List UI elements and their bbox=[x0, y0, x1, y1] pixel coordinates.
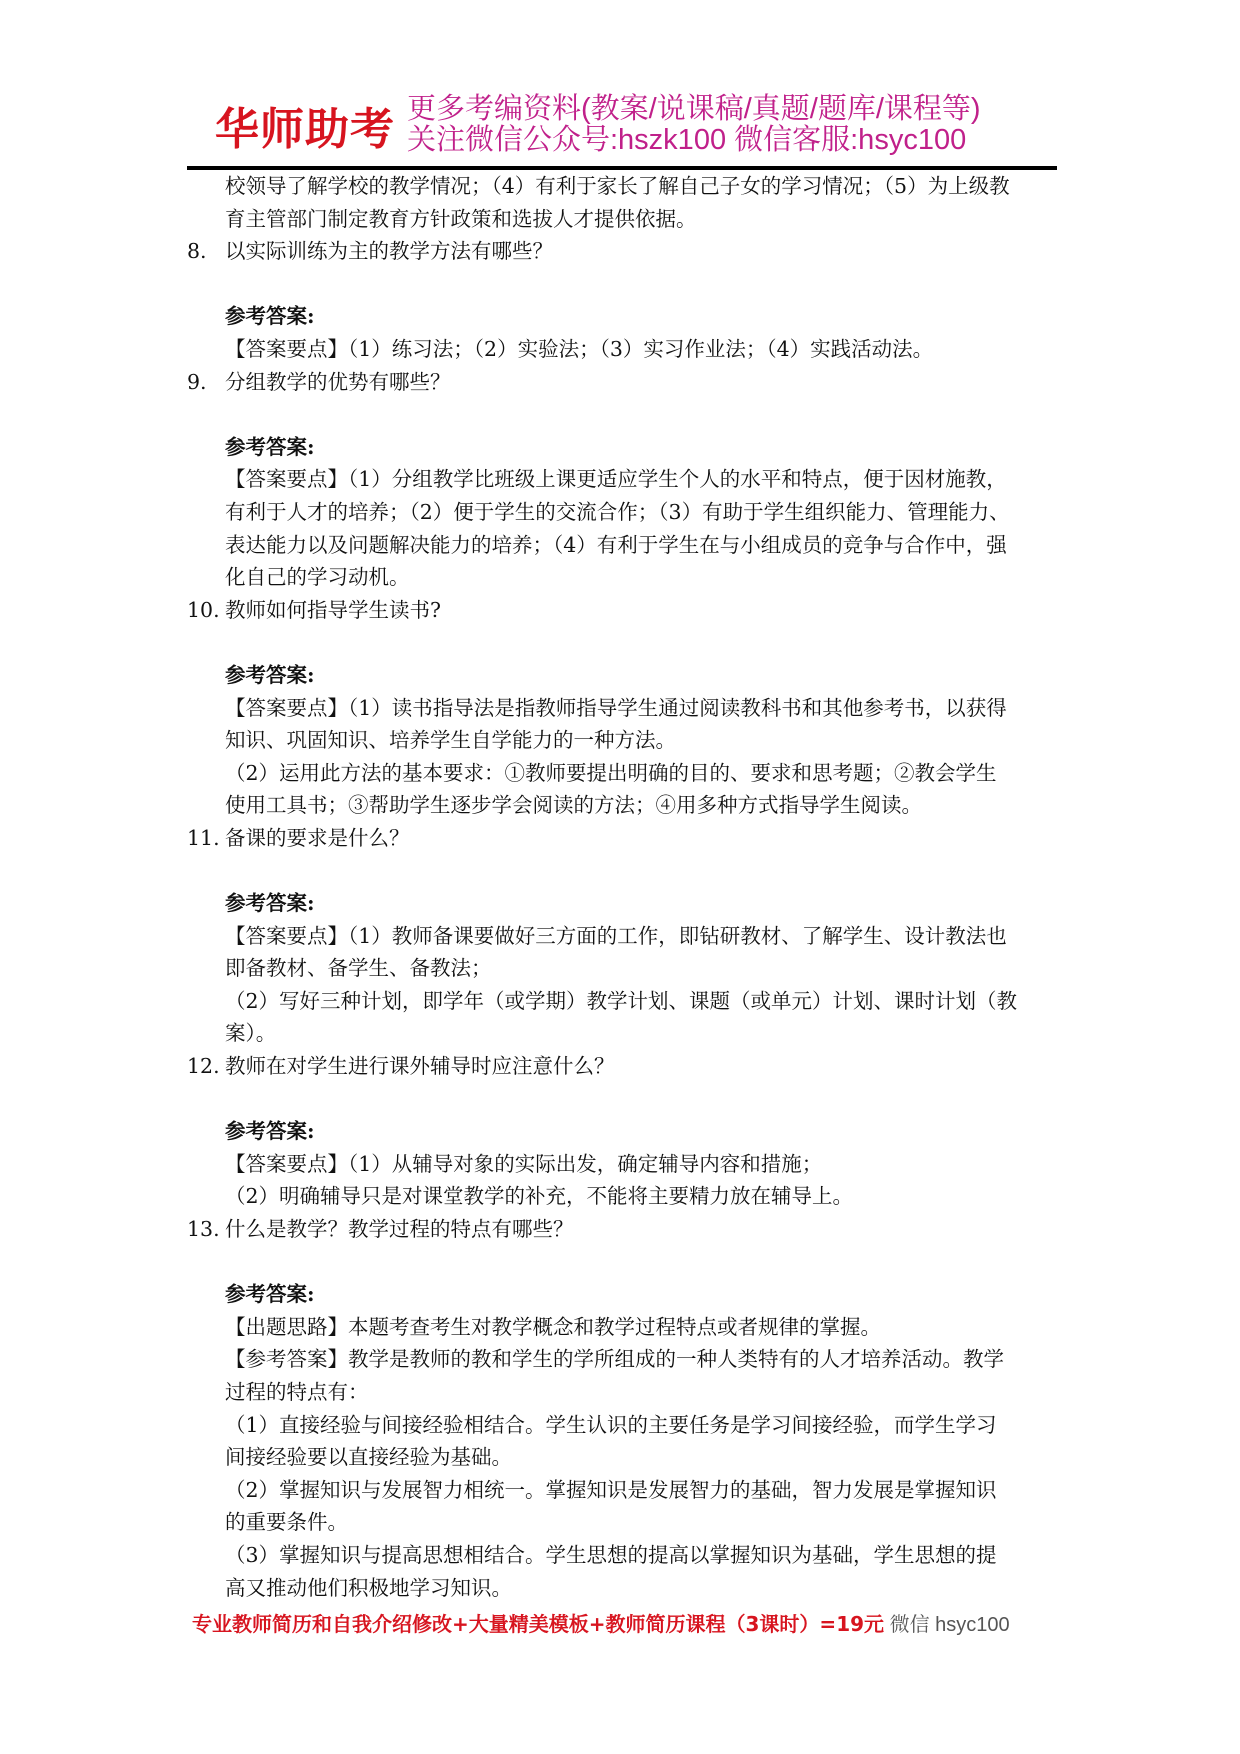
answer-line: 化自己的学习动机。 bbox=[225, 565, 410, 590]
question-text: 备课的要求是什么？ bbox=[225, 825, 410, 850]
footer-ad-text: 专业教师简历和自我介绍修改+大量精美模板+教师简历课程（3课时）=19元 bbox=[192, 1612, 885, 1636]
answer-label: 参考答案: bbox=[225, 662, 315, 687]
question-number: 13. bbox=[187, 1217, 220, 1241]
answer-line: 【答案要点】（1）从辅导对象的实际出发，确定辅导内容和措施； bbox=[225, 1151, 823, 1176]
question-10 bbox=[187, 594, 1057, 627]
answer-line: 的重要条件。 bbox=[225, 1510, 348, 1535]
question-text: 以实际训练为主的教学方法有哪些？ bbox=[225, 239, 553, 264]
promo-line-2: 关注微信公众号:hszk100 微信客服:hsyc100 bbox=[407, 124, 967, 156]
question-text: 分组教学的优势有哪些？ bbox=[225, 369, 451, 394]
question-13 bbox=[187, 1213, 1057, 1246]
document-body bbox=[187, 170, 1057, 1604]
answer-line: 知识、巩固知识、培养学生自学能力的一种方法。 bbox=[225, 728, 676, 753]
continuation-text: 校领导了解学校的教学情况；（4）有利于家长了解自己子女的学习情况；（5）为上级教 bbox=[225, 174, 1010, 198]
question-number: 8. bbox=[187, 239, 207, 264]
answer-label: 参考答案: bbox=[225, 434, 315, 459]
answer-line: （2）运用此方法的基本要求：①教师要提出明确的目的、要求和思考题；②教会学生 bbox=[225, 760, 997, 785]
answer-line: 案）。 bbox=[225, 1021, 277, 1046]
question-text: 什么是教学？教学过程的特点有哪些？ bbox=[225, 1217, 574, 1241]
question-text: 教师在对学生进行课外辅导时应注意什么？ bbox=[225, 1054, 615, 1079]
promo-banner bbox=[407, 94, 981, 156]
answer-line: 即备教材、备学生、备教法； bbox=[225, 956, 492, 981]
question-number: 12. bbox=[187, 1054, 220, 1079]
brand-logo: 华师助考 bbox=[215, 104, 395, 155]
promo-line-1: 更多考编资料(教案/说课稿/真题/题库/课程等) bbox=[407, 93, 981, 125]
answer-label: 参考答案: bbox=[225, 1282, 315, 1307]
question-text: 教师如何指导学生读书? bbox=[225, 597, 441, 622]
continuation-text: 育主管部门制定教育方针政策和选拔人才提供依据。 bbox=[225, 206, 697, 231]
question-number: 11. bbox=[187, 825, 220, 850]
answer-line: 过程的特点有： bbox=[225, 1379, 369, 1404]
footer-ad bbox=[192, 1608, 1010, 1637]
answer-line: 高又推动他们积极地学习知识。 bbox=[225, 1575, 512, 1600]
answer-line: 间接经验要以直接经验为基础。 bbox=[225, 1445, 512, 1470]
answer-line: （2）掌握知识与发展智力相统一。掌握知识是发展智力的基础，智力发展是掌握知识 bbox=[225, 1477, 997, 1502]
answer-label: 参考答案: bbox=[225, 891, 315, 916]
answer-line: 【出题思路】本题考查考生对教学概念和教学过程特点或者规律的掌握。 bbox=[225, 1314, 881, 1339]
answer-line: （3）掌握知识与提高思想相结合。学生思想的提高以掌握知识为基础，学生思想的提 bbox=[225, 1542, 997, 1567]
question-12 bbox=[187, 1050, 1057, 1083]
answer-line: 【答案要点】（1）练习法；（2）实验法；（3）实习作业法；（4）实践活动法。 bbox=[225, 336, 934, 361]
question-number: 10. bbox=[187, 597, 220, 622]
question-11 bbox=[187, 822, 1057, 855]
answer-line: 【答案要点】（1）读书指导法是指教师指导学生通过阅读教科书和其他参考书，以获得 bbox=[225, 695, 1007, 720]
question-number: 9. bbox=[187, 369, 207, 394]
answer-line: 【答案要点】（1）教师备课要做好三方面的工作，即钻研教材、了解学生、设计教法也 bbox=[225, 923, 1007, 948]
answer-line: 有利于人才的培养；（2）便于学生的交流合作；（3）有助于学生组织能力、管理能力、 bbox=[225, 499, 1010, 524]
question-8 bbox=[187, 235, 1057, 268]
answer-label: 参考答案: bbox=[225, 1119, 315, 1144]
answer-label: 参考答案: bbox=[225, 304, 315, 329]
answer-line: （2）明确辅导只是对课堂教学的补充，不能将主要精力放在辅导上。 bbox=[225, 1184, 854, 1209]
answer-line: 【答案要点】（1）分组教学比班级上课更适应学生个人的水平和特点，便于因材施教， bbox=[225, 467, 1007, 492]
page-header bbox=[187, 92, 1057, 164]
answer-line: 使用工具书；③帮助学生逐步学会阅读的方法；④用多种方式指导学生阅读。 bbox=[225, 793, 922, 818]
question-9 bbox=[187, 366, 1057, 399]
answer-line: 表达能力以及问题解决能力的培养；（4）有利于学生在与小组成员的竞争与合作中，强 bbox=[225, 532, 1007, 557]
answer-line: 【参考答案】教学是教师的教和学生的学所组成的一种人类特有的人才培养活动。教学 bbox=[225, 1347, 1004, 1372]
footer-contact: 微信 hsyc100 bbox=[884, 1614, 1010, 1636]
answer-line: （2）写好三种计划，即学年（或学期）教学计划、课题（或单元）计划、课时计划（教 bbox=[225, 988, 1018, 1013]
answer-line: （1）直接经验与间接经验相结合。学生认识的主要任务是学习间接经验，而学生学习 bbox=[225, 1412, 997, 1437]
